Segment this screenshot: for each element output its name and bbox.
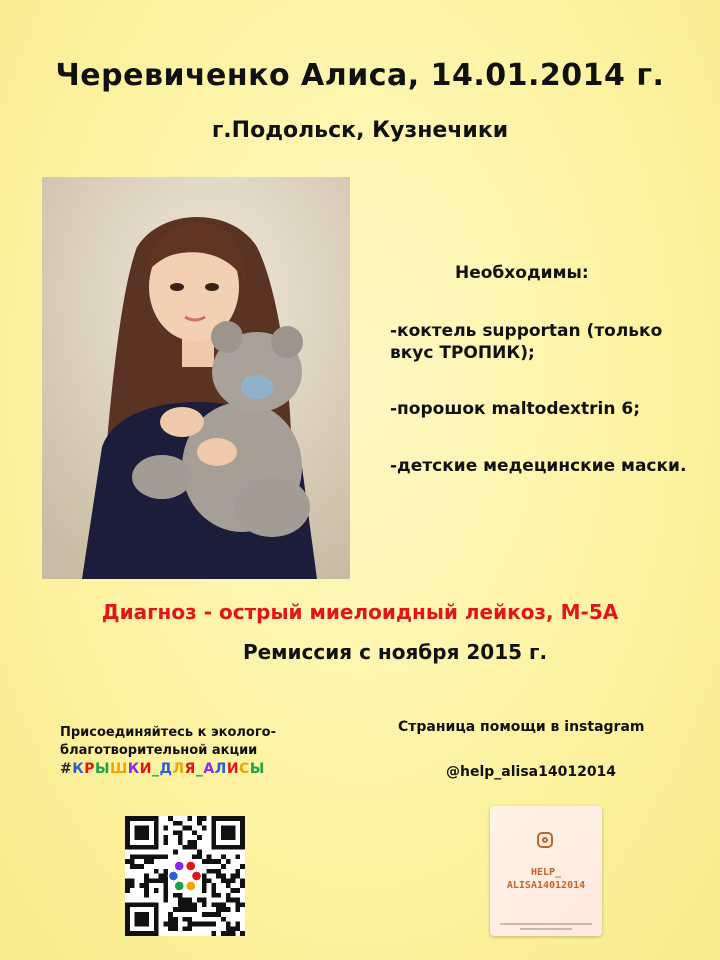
hashtag-letter: Ш — [109, 761, 128, 777]
nametag-line2: ALISA14012014 — [506, 880, 586, 891]
instagram-nametag-card[interactable] — [490, 806, 602, 936]
hashtag-letter: К — [72, 761, 85, 777]
qr-code[interactable] — [125, 816, 245, 936]
nametag-footer-lines — [494, 922, 598, 932]
need-item-supportan: -коктель supportan (только вкус ТРОПИК); — [390, 321, 663, 363]
hashtag-letter: Я — [184, 761, 196, 777]
hashtag-letter: С — [239, 761, 250, 777]
hashtag-letter: _ — [195, 761, 204, 777]
need-item-maltodextrin: -порошок maltodextrin 6; — [390, 399, 640, 419]
hashtag-letter: И — [139, 761, 152, 777]
need-item-masks: -детские медецинские маски. — [390, 456, 687, 476]
hashtag-letter: Ы — [94, 761, 110, 777]
campaign-block — [60, 724, 350, 779]
nametag-label — [490, 866, 602, 892]
hashtag-letter: К — [127, 761, 140, 777]
diagnosis-text: Диагноз - острый миелоидный лейкоз, М-5А — [101, 600, 619, 624]
hashtag-letter: И — [226, 761, 240, 777]
instagram-handle[interactable]: @help_alisa14012014 — [446, 764, 617, 780]
campaign-text: Присоединяйтесь к эколого-благотворительной акции — [60, 725, 276, 758]
hashtag-prefix: # — [60, 761, 73, 777]
campaign-hashtag[interactable] — [60, 761, 265, 777]
hashtag-letter: А — [203, 761, 215, 777]
hashtag-letter: Л — [172, 761, 185, 777]
child-photo — [42, 177, 350, 579]
hashtag-letter: _ — [151, 761, 160, 777]
instagram-help-title: Страница помощи в instagram — [398, 719, 645, 735]
hashtag-letters — [72, 761, 265, 777]
nametag-line1: HELP_ — [530, 867, 562, 878]
instagram-icon — [537, 832, 553, 848]
location-subtitle: г.Подольск, Кузнечики — [211, 118, 509, 143]
needs-title: Необходимы: — [455, 263, 589, 283]
hashtag-letter: Л — [214, 761, 227, 777]
hashtag-letter: Ы — [249, 761, 265, 777]
remission-text: Ремиссия с ноября 2015 г. — [242, 640, 548, 664]
page-title: Черевиченко Алиса, 14.01.2014 г. — [55, 58, 665, 93]
hashtag-letter: Д — [159, 761, 173, 777]
hashtag-letter: Р — [84, 761, 95, 777]
